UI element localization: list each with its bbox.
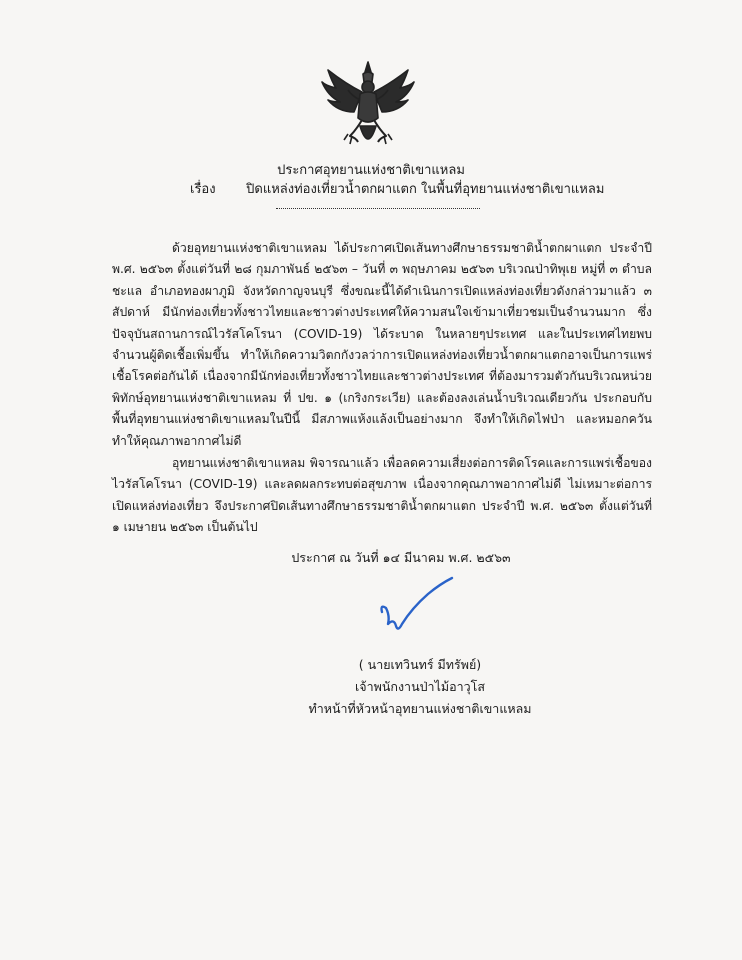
handwritten-signature xyxy=(372,572,462,642)
subject-line xyxy=(190,181,604,199)
paragraph-1: ด้วยอุทยานแห่งชาติเขาแหลม ได้ประกาศเปิดเส้นทางศึกษาธรรมชาติน้ำตกผาแตก ประจำปี พ.ศ. ๒๕๖๓ ตั้งแต่วันที่ ๒๘ กุมภาพันธ์ ๒๕๖๓ – วันที่ ๓ พฤษภาคม ๒๕๖๓ บริเวณป่าทิพุเย หมู่ที่ ๓ ตำบลชะแล อำเภอทองผาภูมิ จังหวัดกาญจนบุรี ซึ่งขณะนี้ได้ดำเนินการเปิดแหล่งท่องเที่ยวดังกล่าวมาแล้ว ๓ สัปดาห์ มีนักท่องเที่ยวทั้งชาวไทยและชาวต่างประเทศให้ความสนใจเข้ามาเที่ยวชมเป็นจำนวนมาก ซึ่งปัจจุบันสถานการณ์ไวรัสโคโรนา (COVID-19) ได้ระบาด ในหลายๆประเทศ และในประเทศไทยพบจำนวนผู้ติดเชื้อเพิ่มขึ้น ทำให้เกิดความวิตกกังวลว่าการเปิดแหล่งท่องเที่ยวน้ำตกผาแตกอาจเป็นการแพร่เชื้อโรคต่อกันได้ เนื่องจากมีนักท่องเที่ยวทั้งชาวไทยและชาวต่างประเทศ ที่ต้องมารวมตัวกันบริเวณหน่วยพิทักษ์อุทยานแห่งชาติเขาแหลม ที่ ปข. ๑ (เกริงกระเวีย) และต้องลงเล่นน้ำบริเวณเดียวกัน ประกอบกับพื้นที่อุทยานแห่งชาติเขาแหลมในปีนี้ มีสภาพแห้งแล้งเป็นอย่างมาก จึงทำให้เกิดไฟป่า และหมอกควัน ทำให้คุณภาพอากาศไม่ดี xyxy=(112,241,652,448)
signer-position: เจ้าพนักงานป่าไม้อาวุโส xyxy=(354,679,485,694)
paragraph-2: อุทยานแห่งชาติเขาแหลม พิจารณาแล้ว เพื่อลดความเสี่ยงต่อการติดโรคและการแพร่เชื้อของไวรัสโคโรนา (COVID-19) และลดผลกระทบต่อสุขภาพ เนื่องจากคุณภาพอากาศไม่ดี ไม่เหมาะต่อการเปิดแหล่งท่องเที่ยว จึงประกาศปิดเส้นทางศึกษาธรรมชาติน้ำตกผาแตก ประจำปี พ.ศ. ๒๕๖๓ ตั้งแต่วันที่ ๑ เมษายน ๒๕๖๓ เป็นต้นไป xyxy=(112,456,652,535)
document-title: ประกาศอุทยานแห่งชาติเขาแหลม xyxy=(277,163,465,178)
announcement-date: ประกาศ ณ วันที่ ๑๔ มีนาคม พ.ศ. ๒๕๖๓ xyxy=(291,550,511,565)
signer-name: ( นายเทวินทร์ มีทรัพย์) xyxy=(358,657,482,672)
signer-role: ทำหน้าที่หัวหน้าอุทยานแห่งชาติเขาแหลม xyxy=(308,701,532,716)
subject-label: เรื่อง xyxy=(190,182,216,197)
garuda-emblem-icon xyxy=(318,56,418,156)
subject-text: ปิดแหล่งท่องเที่ยวน้ำตกผาแตก ในพื้นที่อุทยานแห่งชาติเขาแหลม xyxy=(246,182,605,197)
dotted-divider xyxy=(276,208,480,209)
